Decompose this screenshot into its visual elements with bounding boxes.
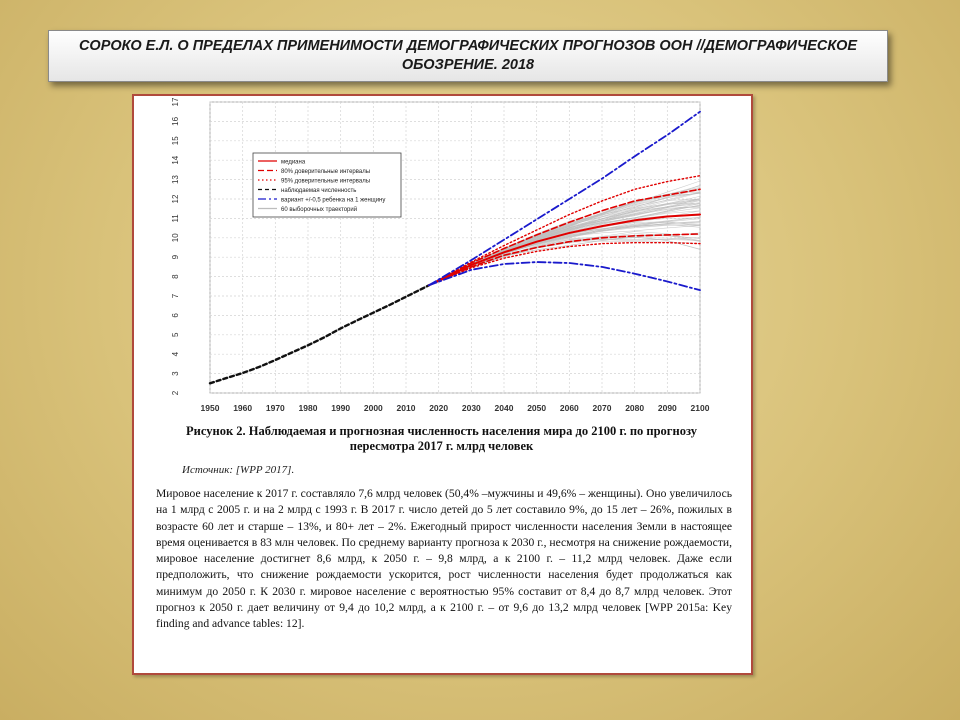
chart-lines (210, 112, 700, 384)
plot-frame (210, 102, 700, 393)
y-tick-label: 11 (171, 214, 181, 223)
figure-card (132, 94, 753, 675)
sample-trajectory (429, 233, 700, 285)
figure-source: Источник: [WPP 2017]. (182, 464, 295, 476)
y-tick-label: 12 (171, 194, 181, 204)
x-tick-label: 2020 (429, 403, 449, 413)
slide-title: СОРОКО Е.Л. О ПРЕДЕЛАХ ПРИМЕНИМОСТИ ДЕМОГРАФИЧЕСКИХ ПРОГНОЗОВ ООН //ДЕМОГРАФИЧЕСКОЕ ОБОЗРЕНИЕ. 2018 (78, 38, 858, 73)
legend-label: 80% доверительные интервалы (281, 169, 371, 175)
sample-trajectory (429, 203, 700, 285)
figure-paragraph: Мировое население к 2017 г. составляло 7,6 млрд человек (50,4% –мужчины и 49,6% – женщины). Оно увеличилось на 1 млрд с 2005 г. и на 2 млрд с 1993 г. В 2017 г. число детей до 5 лет составило 9%, до 15 лет – 26%, пожилых в возрасте 60 лет и старше – 13%, и 80+ лет – 2%. Ежегодный прирост численности населения Земли в настоящее время оценивается в 83 млн человек. По среднему варианту прогноза к 2030 г., несмотря на снижение рождаемости, мировое население достигнет 8,6 млрд, к 2050 г. – 9,8 млрд, а к 2100 г. – 11,2 млрд человек. Даже если предположить, что снижение рождаемости ускорится, рост численности населения будет продолжаться как минимум до 2050 г. К 2030 г. мировое население с вероятностью 95% составит от 8,4 до 8,7 млрд человек. Этот прогноз к 2050 г. дает величину от 9,4 до 10,2 млрд, а к 2100 г. – от 9,6 до 13,2 млрд человек [WPP 2015a: Key finding and advance tables: 12]. (156, 487, 732, 631)
y-tick-label: 10 (171, 233, 181, 243)
y-tick-label: 3 (171, 371, 181, 376)
y-tick-label: 7 (171, 293, 181, 299)
y-tick-label: 8 (171, 274, 181, 279)
x-tick-label: 2080 (625, 403, 645, 413)
x-tick-label: 2000 (363, 403, 383, 413)
sample-trajectory (429, 238, 700, 286)
x-tick-label: 2040 (494, 403, 514, 413)
y-tick-label: 4 (171, 351, 181, 357)
x-tick-label: 2050 (527, 403, 547, 413)
x-tick-label: 2060 (559, 403, 579, 413)
population-chart (134, 96, 751, 426)
x-tick-label: 2100 (690, 403, 710, 413)
figure-caption: Рисунок 2. Наблюдаемая и прогнозная численность населения мира до 2100 г. по прогнозу пересмотра 2017 г. млрд человек (186, 424, 697, 453)
legend-label: вариант +/-0,5 ребенка на 1 женщину (281, 197, 386, 204)
y-tick-label: 9 (171, 254, 181, 260)
legend-label: 60 выборочных траекторий (281, 207, 358, 213)
x-tick-label: 2070 (592, 403, 612, 413)
variant-high-series (429, 112, 700, 286)
x-tick-label: 2030 (461, 403, 481, 413)
y-tick-label: 17 (171, 97, 181, 107)
x-tick-label: 1990 (331, 403, 351, 413)
x-tick-label: 2010 (396, 403, 416, 413)
x-tick-label: 1960 (233, 403, 253, 413)
legend-label: 95% доверительные интервалы (281, 178, 371, 185)
y-tick-label: 15 (171, 136, 181, 146)
y-tick-label: 6 (171, 313, 181, 318)
y-tick-label: 5 (171, 332, 181, 338)
legend-label: наблюдаемая численность (281, 188, 357, 194)
x-tick-label: 1980 (298, 403, 318, 413)
x-tick-label: 2090 (657, 403, 677, 413)
y-tick-label: 16 (171, 116, 181, 126)
chart-grid (210, 102, 700, 393)
y-tick-label: 14 (171, 155, 181, 165)
sample-trajectory (429, 203, 700, 285)
sample-trajectory (429, 203, 700, 286)
chart-axes (171, 97, 710, 413)
chart-legend (253, 153, 401, 217)
x-tick-label: 1950 (200, 403, 220, 413)
y-tick-label: 13 (171, 175, 181, 185)
slide-title-box (48, 30, 888, 82)
y-tick-label: 2 (171, 390, 181, 396)
legend-label: медиана (281, 159, 306, 166)
x-tick-label: 1970 (265, 403, 285, 413)
